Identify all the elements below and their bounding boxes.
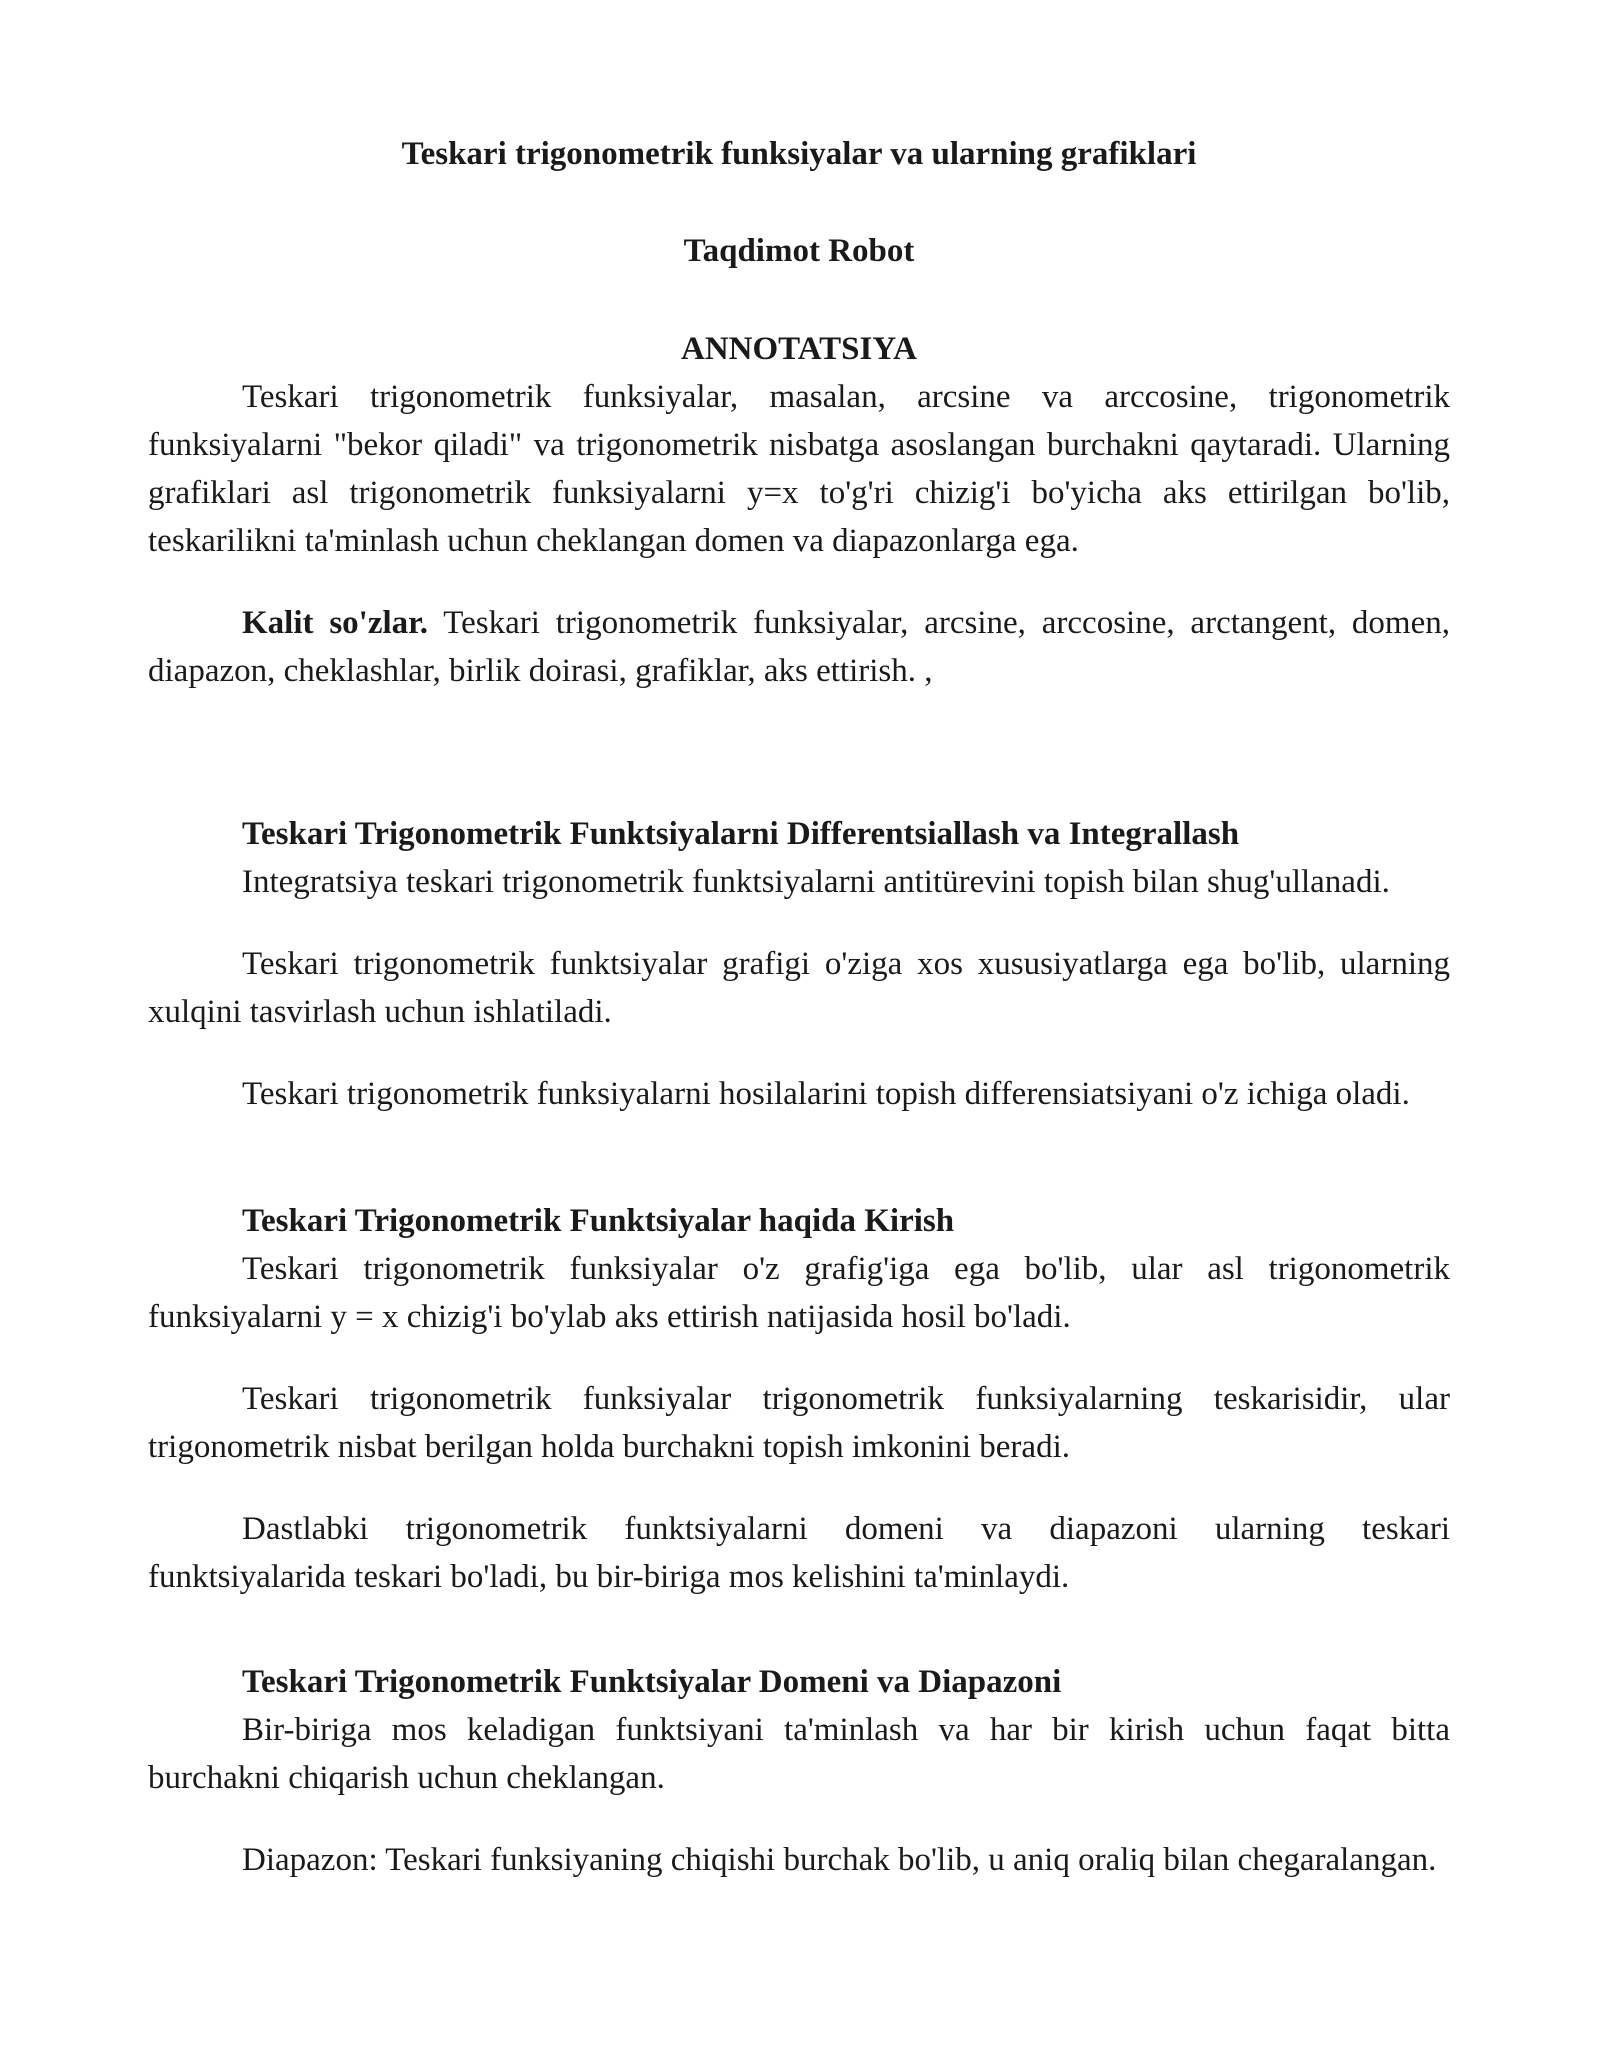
section-paragraph: Integratsiya teskari trigonometrik funktsiyalarni antitürevini topish bilan shug'ullanadi. [242, 864, 1390, 900]
section-paragraph: Bir-biriga mos keladigan funktsiyani ta'minlash va har bir kirish uchun faqat bitta burchakni chiqarish uchun cheklangan. [148, 1712, 1450, 1796]
section-paragraph: Dastlabki trigonometrik funktsiyalarni domeni va diapazoni ularning teskari funktsiyalarida teskari bo'ladi, bu bir-biriga mos kelishini ta'minlaydi. [148, 1511, 1450, 1595]
document-title: Teskari trigonometrik funksiyalar va ularning grafiklari [401, 136, 1197, 172]
annotation-heading: ANNOTATSIYA [681, 331, 917, 367]
section-paragraph: Teskari trigonometrik funksiyalar trigonometrik funksiyalarning teskarisidir, ular trigonometrik nisbat berilgan holda burchakni topish imkonini beradi. [148, 1381, 1450, 1465]
section-heading-differentiation: Teskari Trigonometrik Funktsiyalarni Differentsiallash va Integrallash [242, 816, 1240, 852]
section-heading-domain-range: Teskari Trigonometrik Funktsiyalar Domeni va Diapazoni [242, 1664, 1062, 1700]
keywords-text: Teskari trigonometrik funksiyalar, arcsine, arccosine, arctangent, domen, diapazon, cheklashlar, birlik doirasi, grafiklar, aks ettirish. , [148, 605, 1450, 689]
document-author: Taqdimot Robot [683, 233, 915, 269]
section-paragraph: Teskari trigonometrik funktsiyalar grafigi o'ziga xos xususiyatlarga ega bo'lib, ularning xulqini tasvirlash uchun ishlatiladi. [148, 946, 1450, 1030]
keywords-paragraph [148, 599, 1450, 695]
keywords-label: Kalit so'zlar. [242, 605, 429, 641]
section-heading-introduction: Teskari Trigonometrik Funktsiyalar haqida Kirish [242, 1203, 955, 1239]
section-paragraph: Diapazon: Teskari funksiyaning chiqishi burchak bo'lib, u aniq oraliq bilan chegaralangan. [242, 1842, 1437, 1878]
section-paragraph: Teskari trigonometrik funksiyalar o'z grafig'iga ega bo'lib, ular asl trigonometrik funksiyalarni y = x chizig'i bo'ylab aks ettirish natijasida hosil bo'ladi. [148, 1251, 1450, 1335]
annotation-paragraph: Teskari trigonometrik funksiyalar, masalan, arcsine va arccosine, trigonometrik funksiyalarni "bekor qiladi" va trigonometrik nisbatga asoslangan burchakni qaytaradi. Ularning grafiklari asl trigonometrik funksiyalarni y=x to'g'ri chizig'i bo'yicha aks ettirilgan bo'lib, teskarilikni ta'minlash uchun cheklangan domen va diapazonlarga ega. [148, 379, 1450, 559]
document-body [148, 130, 1450, 1884]
section-paragraph: Teskari trigonometrik funksiyalarni hosilalarini topish differensiatsiyani o'z ichiga oladi. [242, 1076, 1410, 1112]
